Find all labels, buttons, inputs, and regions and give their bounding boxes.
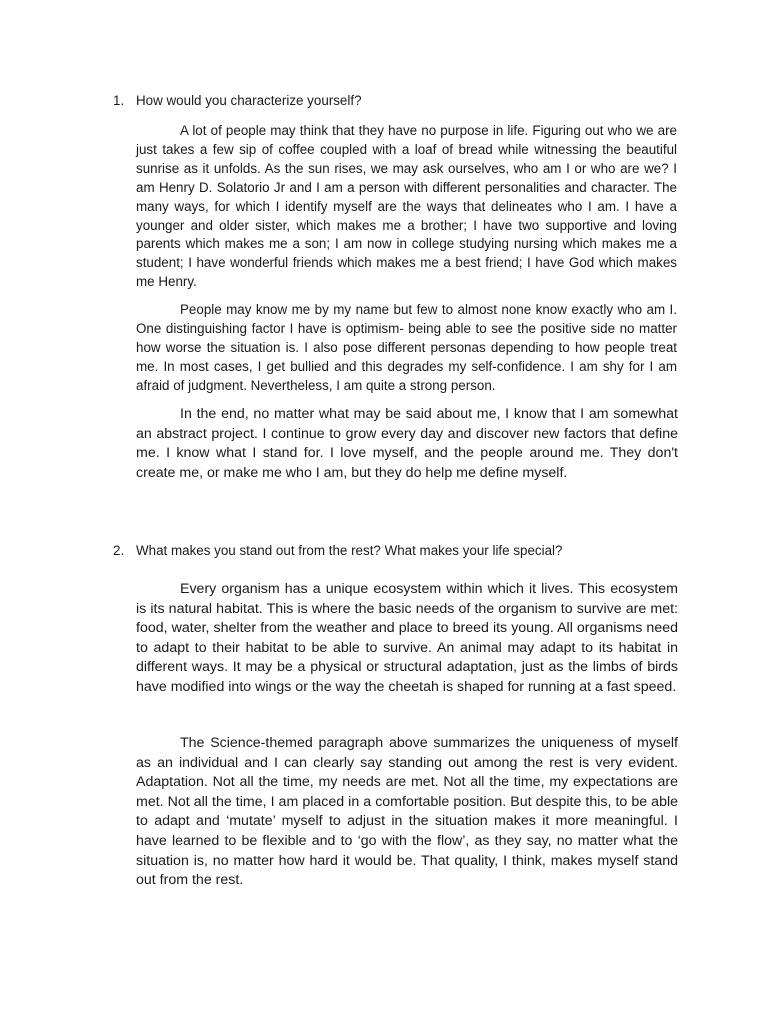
question-2 — [113, 542, 673, 560]
question-1-text: How would you characterize yourself? — [136, 93, 362, 108]
answer-2-paragraph-2: The Science-themed paragraph above summarizes the uniqueness of myself as an individual and I can clearly say standing out among the rest is very evident. Adaptation. Not all the time, my needs are met. Not all the time, my expectations are met. Not all the time, I am placed in a comfortable position. But despite this, to be able to adapt and ‘mutate’ myself to adjust in the situation makes it more meaningful. I have learned to be flexible and to ‘go with the flow’, as they say, no matter what the situation is, no matter how hard it would be. That quality, I think, makes myself stand out from the rest. — [136, 735, 678, 889]
question-2-text: What makes you stand out from the rest? What makes your life special? — [136, 543, 563, 558]
answer-2-paragraph-1: Every organism has a unique ecosystem within which it lives. This ecosystem is its natural habitat. This is where the basic needs of the organism to survive are met: food, water, shelter from the weather and place to breed its young. All organisms need to adapt to their habitat to be able to survive. An animal may adapt to its habitat in different ways. It may be a physical or structural adaptation, just as the limbs of birds have modified into wings or the way the cheetah is shaped for running at a fast speed. — [136, 581, 678, 695]
answer-1-paragraph-2: People may know me by my name but few to almost none know exactly who am I. One distinguishing factor I have is optimism- being able to see the positive side no matter how worse the situation is. I also pose different personas depending to how people treat me. In most cases, I get bullied and this degrades my self-confidence. I am shy for I am afraid of judgment. Nevertheless, I am quite a strong person. — [136, 302, 677, 393]
question-1-number: 1. — [113, 93, 125, 108]
answer-1-paragraph-1: A lot of people may think that they have no purpose in life. Figuring out who we are just takes a few sip of coffee coupled with a loaf of bread while witnessing the beautiful sunrise as it unfolds. As the sun rises, we may ask ourselves, who am I or who are we? I am Henry D. Solatorio Jr and I am a person with different personalities and character. The many ways, for which I identify myself are the ways that delineates who I am. I have a younger and older sister, which makes me a brother; I have two supportive and loving parents which makes me a son; I am now in college studying nursing which makes me a student; I have wonderful friends which makes me a best friend; I have God which makes me Henry. — [136, 123, 677, 290]
answer-1-paragraph-3: In the end, no matter what may be said about me, I know that I am somewhat an abstract project. I continue to grow every day and discover new factors that define me. I know what I stand for. I love myself, and the people around me. They don't create me, or make me who I am, but they do help me define myself. — [136, 406, 678, 481]
question-1 — [113, 92, 673, 110]
question-2-number: 2. — [113, 543, 125, 558]
